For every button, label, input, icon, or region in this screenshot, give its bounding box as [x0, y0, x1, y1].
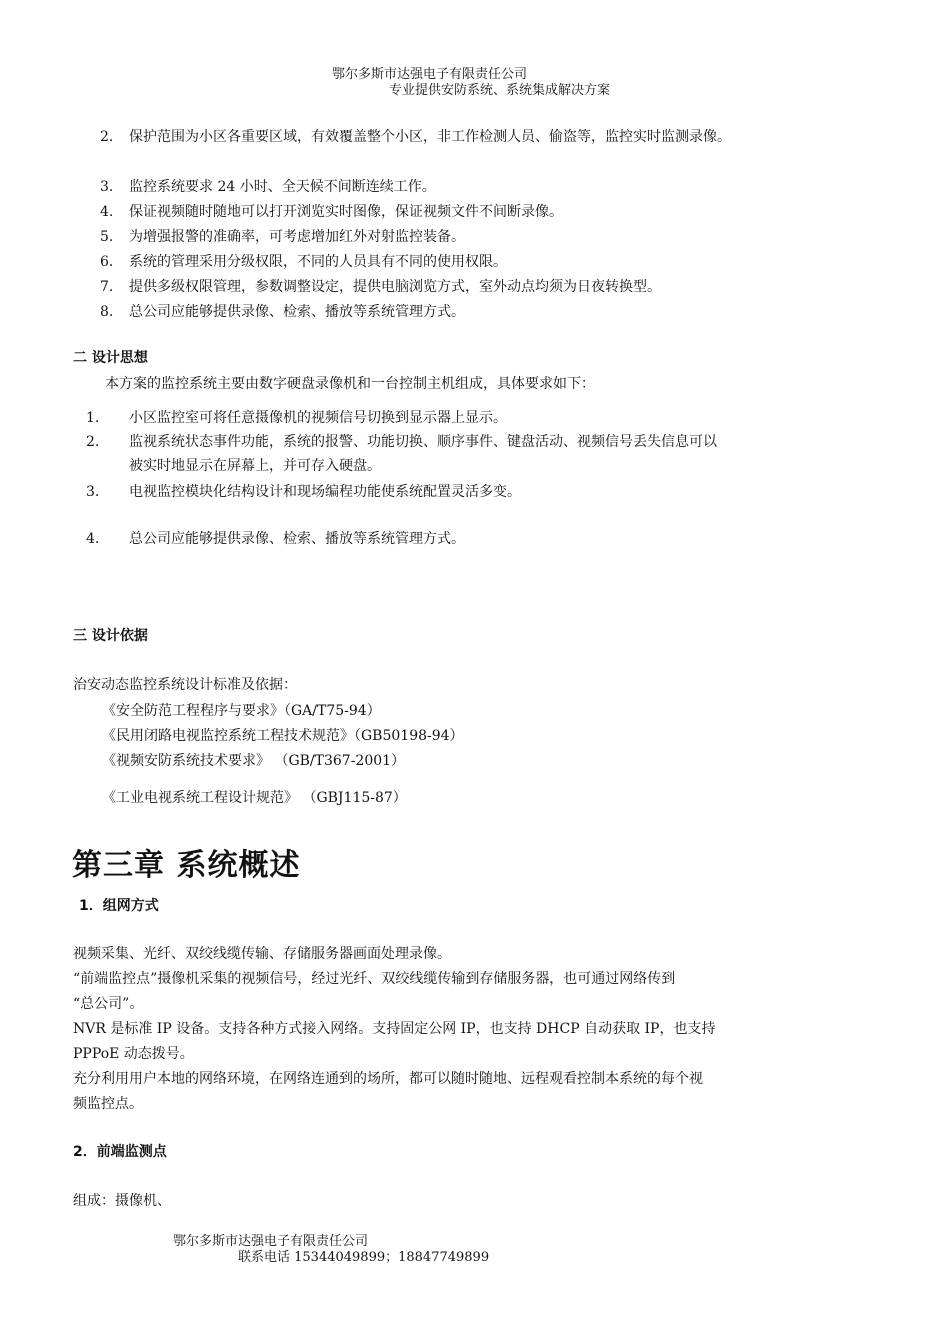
list-item: 6. — [100, 254, 114, 270]
footer-company: 鄂尔多斯市达强电子有限责任公司 — [173, 1234, 369, 1249]
list-item-text: 提供多级权限管理，参数调整设定，提供电脑浏览方式，室外动点均须为日夜转换型。 — [129, 279, 661, 295]
paragraph-line: “总公司”。 — [73, 996, 144, 1012]
header-slogan: 专业提供安防系统、系统集成解决方案 — [389, 83, 611, 98]
section-heading-front-end: 2．前端监测点 — [73, 1144, 167, 1160]
list-item-text: 小区监控室可将任意摄像机的视频信号切换到显示器上显示。 — [129, 410, 507, 426]
section-heading-design-idea: 二 设计思想 — [73, 350, 148, 366]
list-item: 2. — [100, 129, 114, 145]
list-item: 1. — [86, 410, 100, 426]
standard-item: 《安全防范工程程序与要求》（GA/T75-94） — [102, 703, 381, 719]
paragraph-line: 组成：摄像机、 — [73, 1193, 171, 1209]
paragraph-line: 视频采集、光纤、双绞线缆传输、存储服务器画面处理录像。 — [73, 946, 451, 962]
list-item-text: 总公司应能够提供录像、检索、播放等系统管理方式。 — [129, 531, 465, 547]
list-item-text: 保护范围为小区各重要区域，有效覆盖整个小区，非工作检测人员、偷盗等，监控实时监测录像。 — [129, 129, 731, 145]
list-item-text: 保证视频随时随地可以打开浏览实时图像，保证视频文件不间断录像。 — [129, 204, 563, 220]
paragraph-line: NVR 是标准 IP 设备。支持各种方式接入网络。支持固定公网 IP，也支持 DHCP 自动获取 IP，也支持 — [73, 1021, 716, 1037]
standard-item: 《视频安防系统技术要求》 （GB/T367-2001） — [102, 753, 406, 769]
list-item: 4. — [100, 204, 114, 220]
list-item: 2. — [86, 434, 100, 450]
paragraph-line: 频监控点。 — [73, 1096, 143, 1112]
list-item-text-continued: 被实时地显示在屏幕上，并可存入硬盘。 — [129, 458, 381, 474]
list-item: 3. — [100, 179, 114, 195]
list-item-text: 为增强报警的准确率，可考虑增加红外对射监控装备。 — [129, 229, 465, 245]
paragraph-line: 充分利用用户本地的网络环境，在网络连通到的场所，都可以随时随地、远程观看控制本系统的每个视 — [73, 1071, 703, 1087]
list-item: 3. — [86, 484, 100, 500]
list-item: 4. — [86, 531, 100, 547]
list-item: 5. — [100, 229, 114, 245]
header-company: 鄂尔多斯市达强电子有限责任公司 — [332, 67, 528, 82]
standard-item: 《工业电视系统工程设计规范》 （GBJ115-87） — [102, 790, 407, 806]
list-item-text: 总公司应能够提供录像、检索、播放等系统管理方式。 — [129, 304, 465, 320]
section-heading-design-basis: 三 设计依据 — [73, 628, 148, 644]
list-item-text: 监视系统状态事件功能，系统的报警、功能切换、顺序事件、键盘活动、视频信号丢失信息可以 — [129, 434, 717, 450]
list-item-text: 电视监控模块化结构设计和现场编程功能使系统配置灵活多变。 — [129, 484, 521, 500]
list-item-text: 监控系统要求 24 小时、全天候不间断连续工作。 — [129, 179, 436, 195]
design-basis-intro: 治安动态监控系统设计标准及依据： — [73, 677, 297, 693]
list-item: 7. — [100, 279, 114, 295]
section-heading-networking: 1．组网方式 — [79, 898, 159, 914]
paragraph-line: PPPoE 动态拨号。 — [73, 1046, 194, 1062]
design-idea-intro: 本方案的监控系统主要由数字硬盘录像机和一台控制主机组成，具体要求如下： — [105, 376, 595, 392]
list-item-text: 系统的管理采用分级权限，不同的人员具有不同的使用权限。 — [129, 254, 507, 270]
chapter-title: 第三章 系统概述 — [72, 848, 301, 883]
footer-contact: 联系电话 15344049899；18847749899 — [238, 1250, 490, 1265]
list-item: 8. — [100, 304, 114, 320]
standard-item: 《民用闭路电视监控系统工程技术规范》（GB50198-94） — [102, 728, 464, 744]
paragraph-line: “前端监控点”摄像机采集的视频信号，经过光纤、双绞线缆传输到存储服务器，也可通过网络传到 — [73, 971, 676, 987]
